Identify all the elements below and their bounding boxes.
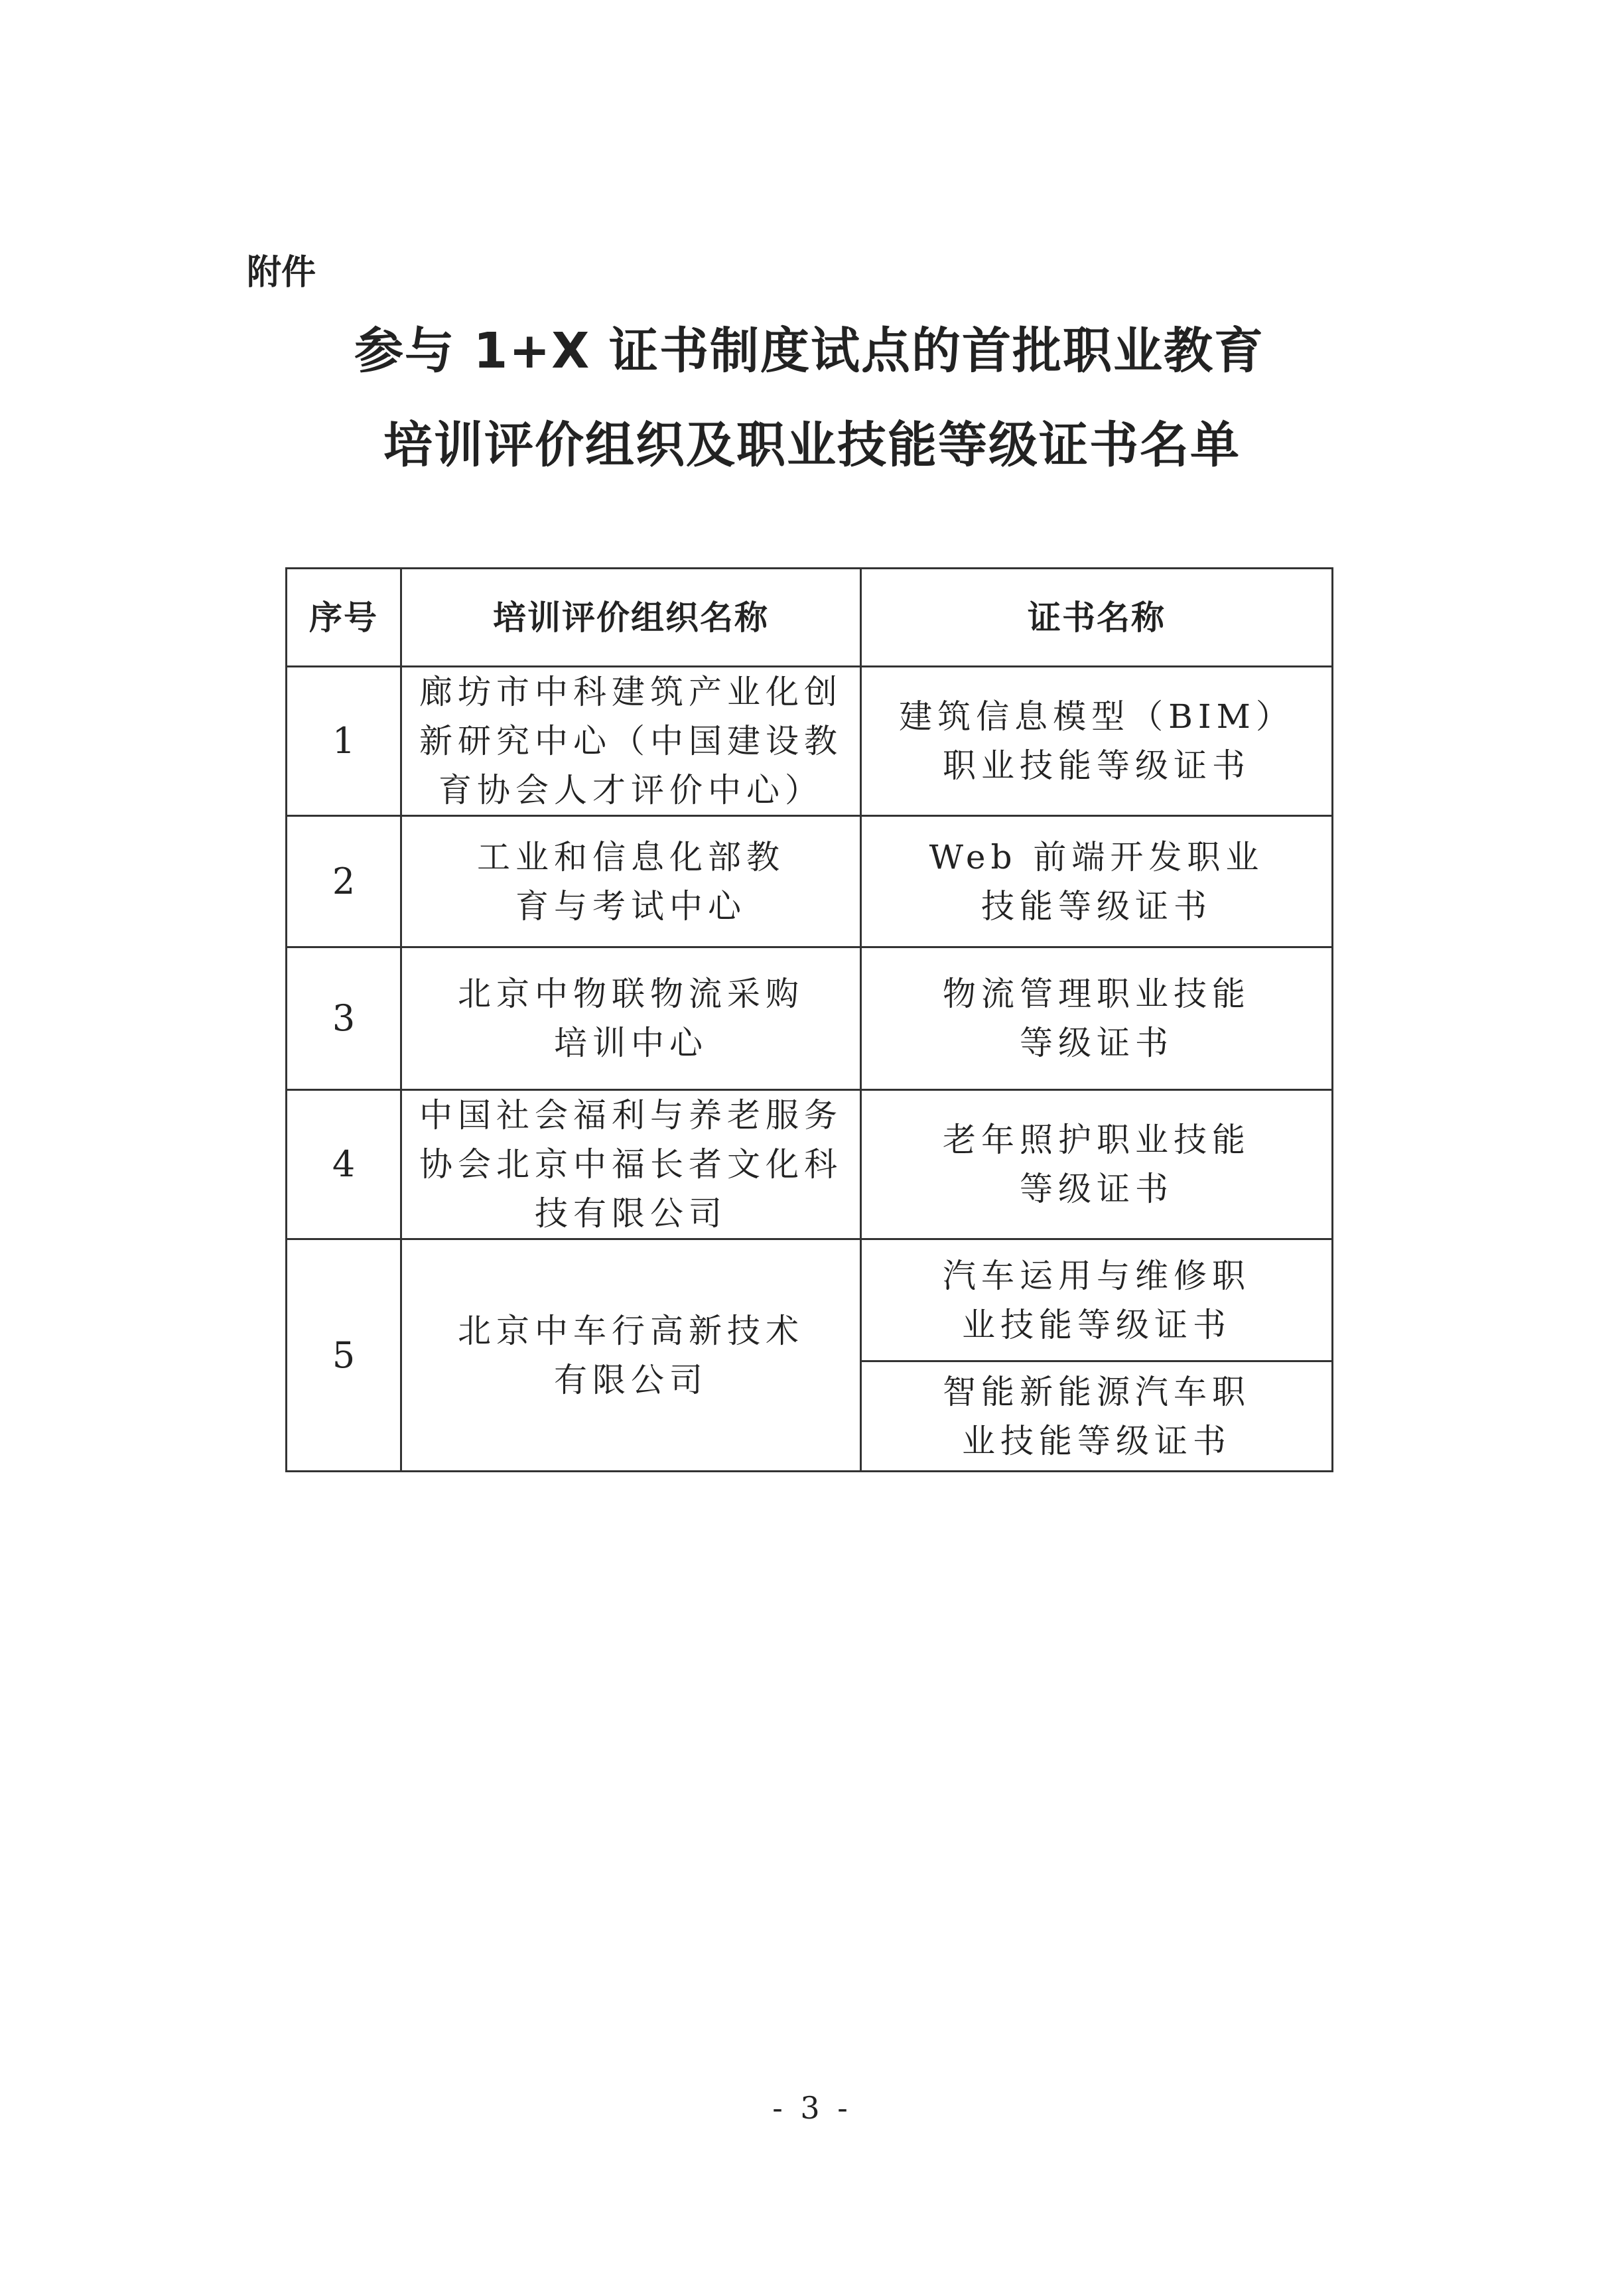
table-row [287,667,1333,816]
org-name: 北京中车行高新技术有限公司 [401,1239,861,1472]
attachment-label: 附件 [247,253,316,293]
document-title-line-1: 参与 1+X 证书制度试点的首批职业教育 [354,322,1265,380]
header-org: 培训评价组织名称 [401,569,861,667]
table-row [287,1090,1333,1239]
cert-name: Web 前端开发职业技能等级证书 [861,816,1333,947]
table-row [287,816,1333,947]
org-name: 廊坊市中科建筑产业化创新研究中心（中国建设教育协会人才评价中心） [401,667,861,816]
document-title-line-2: 培训评价组织及职业技能等级证书名单 [383,417,1241,474]
table-row [287,1239,1333,1361]
row-number: 3 [287,947,401,1090]
cert-name: 老年照护职业技能等级证书 [861,1090,1333,1239]
cert-name: 建筑信息模型（BIM）职业技能等级证书 [861,667,1333,816]
org-name: 北京中物联物流采购培训中心 [401,947,861,1090]
certificate-table [285,567,1333,1472]
table-header-row [287,569,1333,667]
table-row [287,947,1333,1090]
row-number: 2 [287,816,401,947]
cert-name: 物流管理职业技能等级证书 [861,947,1333,1090]
row-number: 1 [287,667,401,816]
cert-name: 汽车运用与维修职业技能等级证书 [861,1239,1333,1361]
header-cert: 证书名称 [861,569,1333,667]
org-name: 工业和信息化部教育与考试中心 [401,816,861,947]
row-number: 4 [287,1090,401,1239]
page-number: - 3 - [772,2090,852,2126]
header-no: 序号 [287,569,401,667]
row-number: 5 [287,1239,401,1472]
cert-name: 智能新能源汽车职业技能等级证书 [861,1361,1333,1472]
org-name: 中国社会福利与养老服务协会北京中福长者文化科技有限公司 [401,1090,861,1239]
